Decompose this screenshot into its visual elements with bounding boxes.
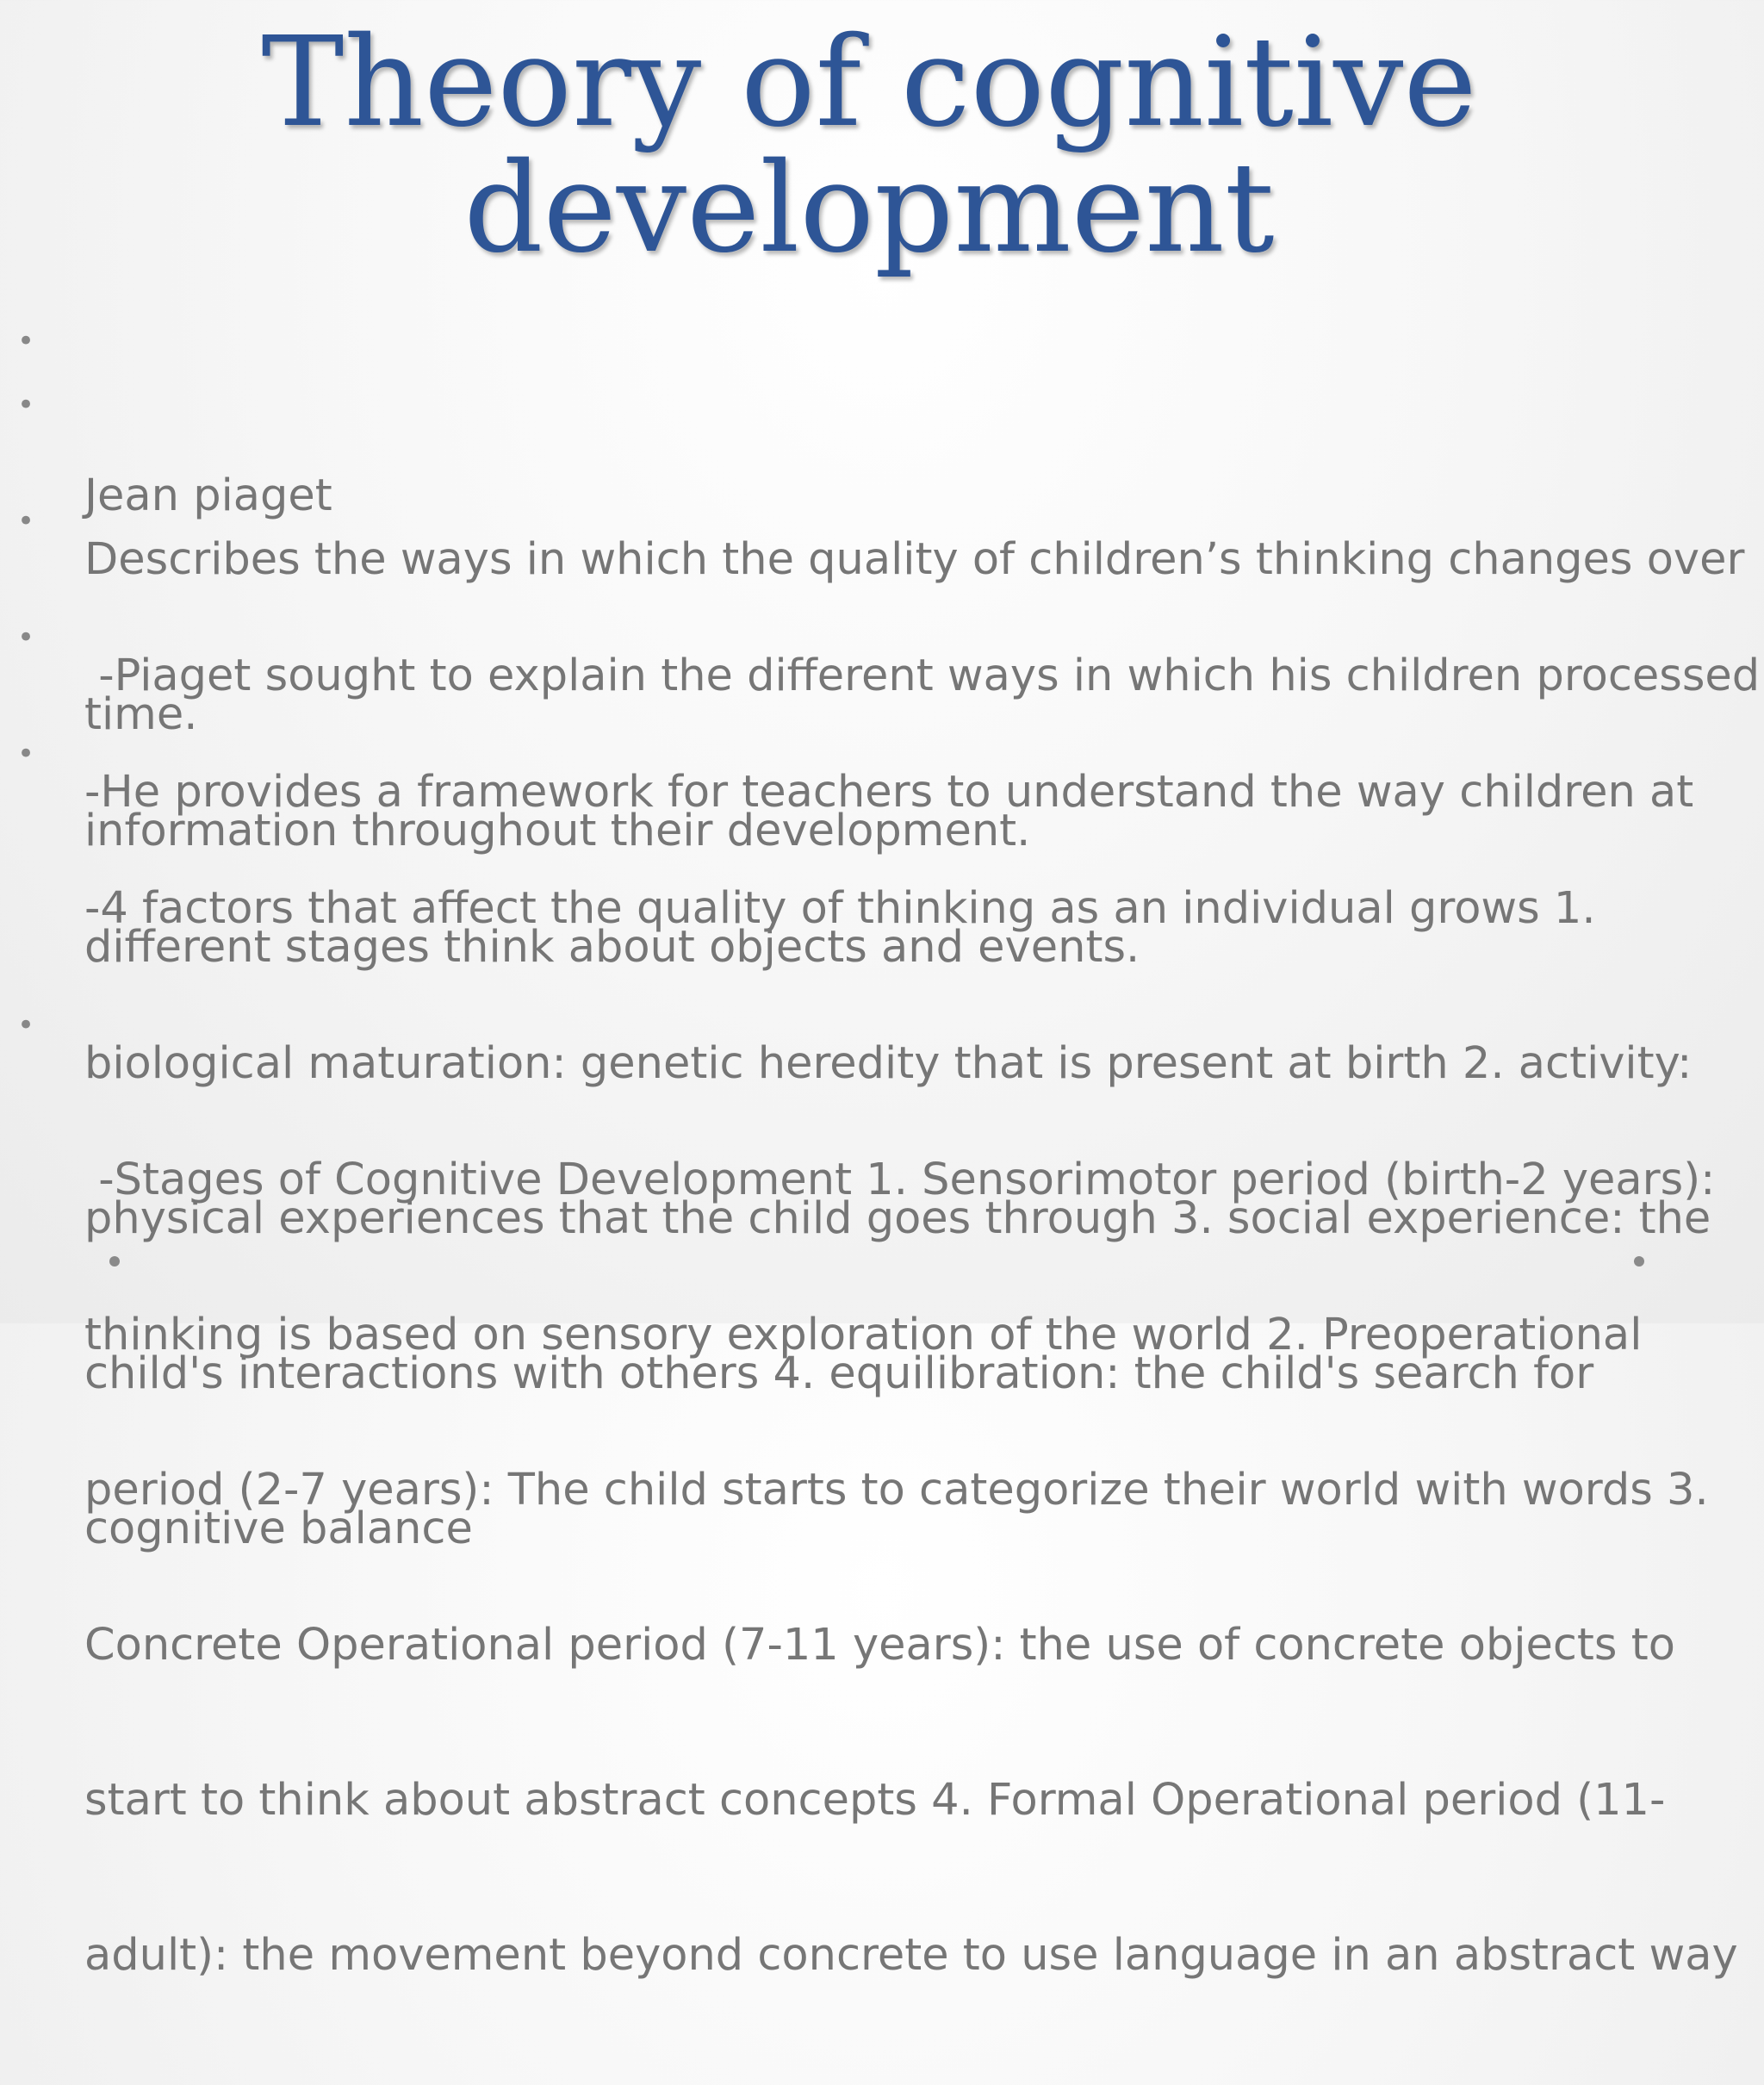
slide-title-line-1: Theory of cognitive [261, 9, 1477, 154]
bullet-marker: • [17, 620, 35, 655]
bullet-marker: • [17, 737, 35, 771]
bullet-text-line: child's interactions with others 4. equilibration: the child's search for [84, 1348, 1594, 1399]
bullet-text-line: Jean piaget [84, 470, 332, 521]
decorative-dot [1634, 1256, 1644, 1267]
bullet-marker: • [17, 1008, 35, 1042]
bullet-text-line: thinking is based on sensory exploration of the world 2. Preoperational [84, 1310, 1643, 1360]
bullet-text-line: different stages think about objects and events. [84, 922, 1140, 973]
bullet-text-line: period (2-7 years): The child starts to categorize their world with words 3. [84, 1465, 1709, 1516]
decorative-dot [109, 1256, 120, 1267]
bullet-text-line: Concrete Operational period (7-11 years): the use of concrete objects to [84, 1620, 1675, 1671]
bullet-item [17, 999, 1755, 2085]
bullet-marker: • [17, 504, 35, 538]
bullet-text-line: adult): the movement beyond concrete to use language in an abstract way [84, 1930, 1738, 1981]
bullet-text-line: start to think about abstract concepts 4. Formal Operational period (11- [84, 1775, 1666, 1826]
bullet-text-line: information throughout their development. [84, 806, 1031, 856]
bullet-text-line: cognitive balance [84, 1503, 473, 1554]
bullet-text-line: -Piaget sought to explain the different ways in which his children processed [84, 650, 1761, 701]
bullet-text-line: time. [84, 689, 198, 740]
bullet-text-line: -Stages of Cognitive Development 1. Sensorimotor period (birth-2 years): [84, 1155, 1716, 1205]
bullet-marker: • [17, 388, 35, 422]
bullet-text-line: -4 factors that affect the quality of thinking as an individual grows 1. [84, 883, 1596, 934]
slide-title-line-2: development [463, 135, 1275, 280]
bullet-text-line: Describes the ways in which the quality of children’s thinking changes over [84, 534, 1745, 585]
bullet-text-line: -He provides a framework for teachers to understand the way children at [84, 767, 1694, 818]
bullet-text-line: biological maturation: genetic heredity that is present at birth 2. activity: [84, 1038, 1693, 1089]
bullet-marker: • [17, 324, 35, 358]
bullet-text-line: physical experiences that the child goes through 3. social experience: the [84, 1193, 1711, 1244]
